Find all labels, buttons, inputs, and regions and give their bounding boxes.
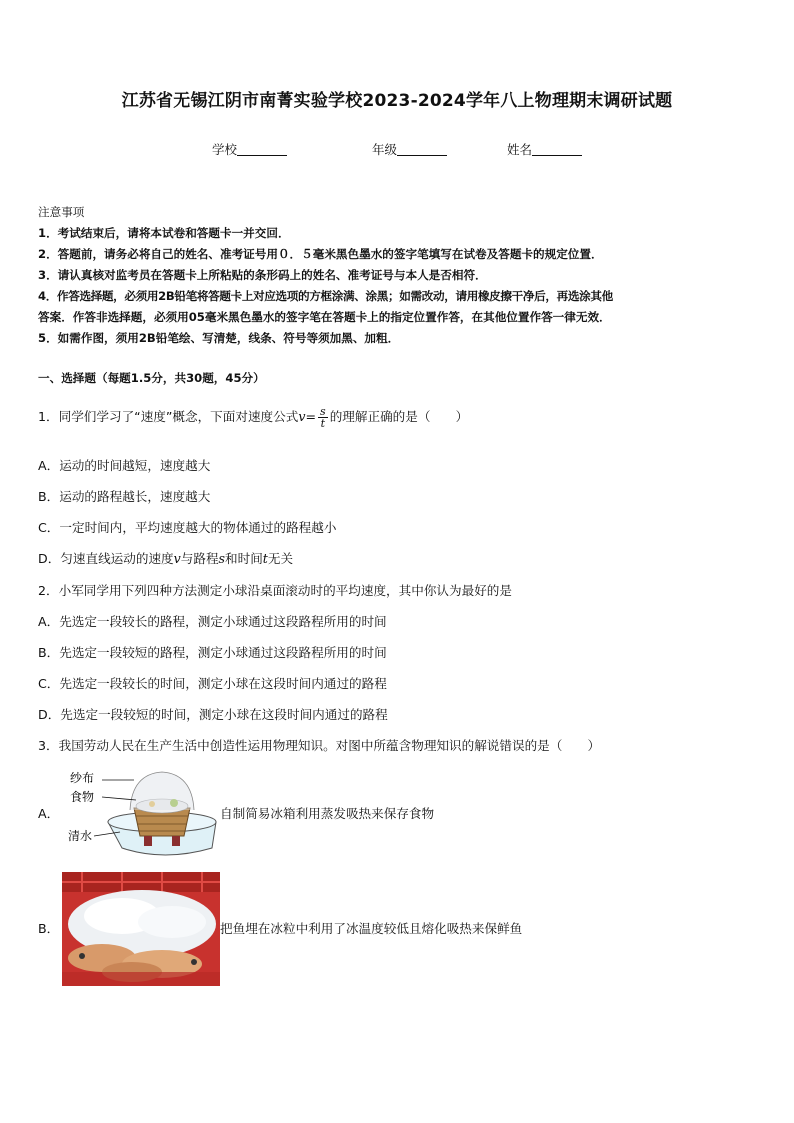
notice-heading: 注意事项 [38, 205, 85, 219]
school-label: 学校 [212, 142, 238, 157]
q1-formula-v: v [298, 409, 306, 424]
q1-option-b: B．运动的路程越长，速度越大 [38, 489, 211, 504]
fig-label-cloth: 纱布 [70, 771, 95, 785]
fig-label-food: 食物 [70, 790, 95, 804]
q1-optd-mid2: 和时间 [225, 551, 263, 566]
notice-item: 5．如需作图，须用2B铅笔绘、写清楚，线条、符号等须加黑、加粗． [38, 331, 400, 345]
q2-option-d: D．先选定一段较短的时间，测定小球在这段时间内通过的路程 [38, 707, 388, 722]
fish-ice-image-icon [62, 872, 220, 986]
exam-title: 江苏省无锡江阴市南菁实验学校2023-2024学年八上物理期末调研试题 [121, 91, 673, 111]
q1-formula-eq: = [305, 409, 317, 424]
q1-option-a: A．运动的时间越短，速度越大 [38, 458, 211, 473]
question-1-stem [38, 405, 468, 429]
notice-item: 1．考试结束后，请将本试卷和答题卡一并交回． [38, 226, 290, 240]
notice-item: 4．作答选择题，必须用2B铅笔将答题卡上对应选项的方框涂满、涂黑；如需改动，请用橡皮擦干净后，再选涂其他 [38, 289, 613, 303]
q1-formula-den: t [320, 417, 326, 430]
q1-formula-num: s [320, 405, 326, 418]
fig-label-water: 清水 [68, 829, 93, 843]
q1-optd-pre: D．匀速直线运动的速度 [38, 551, 174, 566]
q3-option-a-letter: A． [38, 806, 60, 821]
q3-option-b-letter: B． [38, 921, 60, 936]
q1-optd-post: 无关 [267, 551, 294, 566]
q2-option-b: B．先选定一段较短的路程，测定小球通过这段路程所用的时间 [38, 645, 387, 660]
question-2-stem: 2．小军同学用下列四种方法测定小球沿桌面滚动时的平均速度，其中你认为最好的是 [38, 583, 512, 598]
fridge-illustration-icon [64, 770, 224, 860]
notice-item: 3．请认真核对监考员在答题卡上所粘贴的条形码上的姓名、准考证号与本人是否相符． [38, 268, 487, 282]
q1-optd-v: v [173, 551, 181, 566]
name-field[interactable] [507, 140, 582, 158]
q2-option-a: A．先选定一段较长的路程，测定小球通过这段路程所用的时间 [38, 614, 387, 629]
q1-stem-post: 的理解正确的是（ ） [329, 409, 469, 424]
grade-label: 年级 [372, 142, 398, 157]
q3-option-b-text: 把鱼埋在冰粒中利用了冰温度较低且熔化吸热来保鲜鱼 [220, 921, 523, 936]
fridge-figure [64, 770, 224, 860]
name-label: 姓名 [507, 142, 533, 157]
q3-option-a-text: 自制简易冰箱利用蒸发吸热来保存食物 [220, 806, 435, 821]
q1-optd-s: s [218, 551, 226, 566]
q1-option-c: C．一定时间内，平均速度越大的物体通过的路程越小 [38, 520, 337, 535]
grade-field[interactable] [372, 140, 447, 158]
q1-optd-mid1: 与路程 [180, 551, 219, 566]
section-heading: 一、选择题（每题1.5分，共30题，45分） [38, 371, 265, 385]
notice-item: 答案．作答非选择题，必须用05毫米黑色墨水的签字笔在答题卡上的指定位置作答，在其他位置作答一律无效． [38, 310, 611, 324]
q1-optd-t: t [262, 551, 268, 566]
question-3-stem: 3．我国劳动人民在生产生活中创造性运用物理知识。对图中所蕴含物理知识的解说错误的是（ ） [38, 738, 601, 753]
q1-stem-pre: 1．同学们学习了“速度”概念，下面对速度公式 [38, 409, 299, 424]
notice-item: 2．答题前，请务必将自己的姓名、准考证号用０．５毫米黑色墨水的签字笔填写在试卷及答题卡的规定位置． [38, 247, 603, 261]
fish-ice-photo [62, 872, 220, 986]
school-field[interactable] [212, 140, 287, 158]
q2-option-c: C．先选定一段较长的时间，测定小球在这段时间内通过的路程 [38, 676, 387, 691]
q1-option-d [38, 551, 293, 567]
q1-formula-fraction [318, 406, 328, 429]
